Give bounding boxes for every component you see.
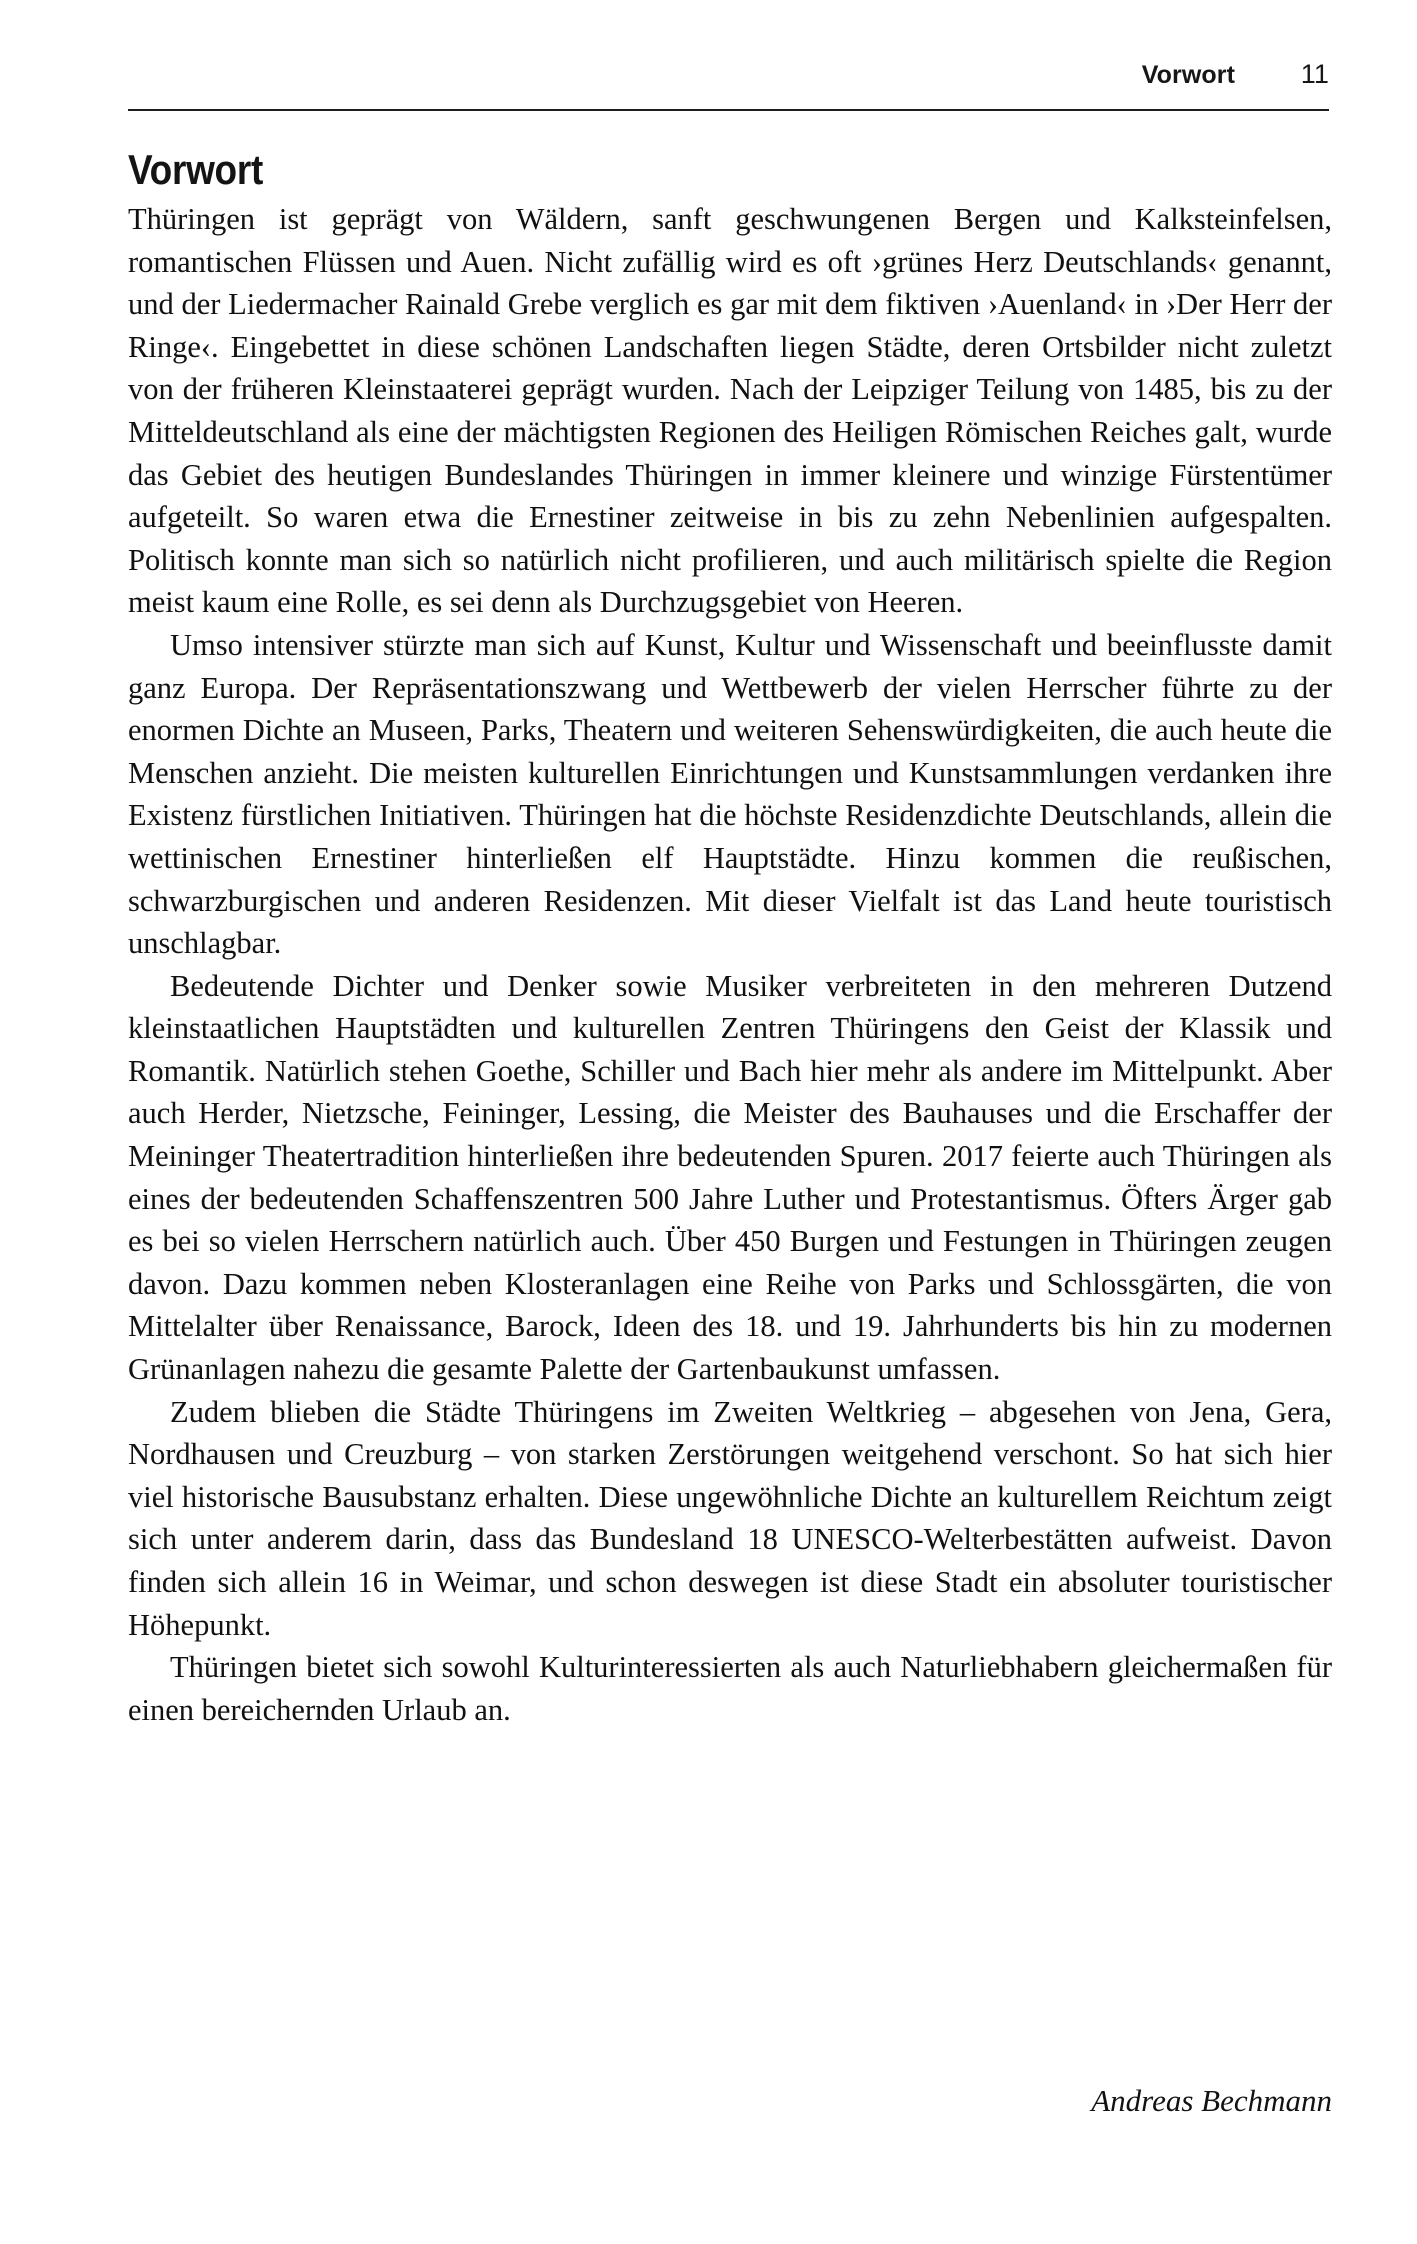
paragraph: Thüringen bietet sich sowohl Kulturinteressierten als auch Naturliebhabern gleichermaßen für einen bereichernden Urlaub an. (128, 1650, 1332, 1727)
body-text (128, 198, 1332, 1731)
paragraph: Zudem blieben die Städte Thüringens im Zweiten Weltkrieg – abgesehen von Jena, Gera, Nordhausen und Creuzburg – von starken Zerstörungen weitgehend verschont. So hat sich hier viel historische Bausubstanz erhalten. Diese ungewöhnliche Dichte an kulturellem Reichtum zeigt sich unter anderem darin, dass das Bundesland 18 UNESCO-Welterbestätten aufweist. Davon finden sich allein 16 in Weimar, und schon deswegen ist diese Stadt ein absoluter touristischer Höhepunkt. (128, 1394, 1332, 1642)
paragraph: Umso intensiver stürzte man sich auf Kunst, Kultur und Wissenschaft und beeinflusste damit ganz Europa. Der Repräsentationszwang und Wettbewerb der vielen Herrscher führte zu der enormen Dichte an Museen, Parks, Theatern und weiteren Sehenswürdigkeiten, die auch heute die Menschen anzieht. Die meisten kulturellen Einrichtungen und Kunstsammlungen verdanken ihre Existenz fürstlichen Initiativen. Thüringen hat die höchste Residenzdichte Deutschlands, allein die wettinischen Ernestiner hinterließen elf Hauptstädte. Hinzu kommen die reußischen, schwarzburgischen und anderen Residenzen. Mit dieser Vielfalt ist das Land heute touristisch unschlagbar. (128, 627, 1332, 961)
header-rule-divider (128, 109, 1329, 111)
running-head (128, 48, 1329, 88)
signature-author: Andreas Bechmann (1091, 2083, 1332, 2118)
page-title: Vorwort (128, 146, 264, 194)
paragraph: Bedeutende Dichter und Denker sowie Musiker verbreiteten in den mehreren Dutzend kleinstaatlichen Hauptstädten und kulturellen Zentren Thüringens den Geist der Klassik und Romantik. Natürlich stehen Goethe, Schiller und Bach hier mehr als andere im Mittelpunkt. Aber auch Herder, Nietzsche, Feininger, Lessing, die Meister des Bauhauses und die Erschaffer der Meininger Theatertradition hinterließen ihre bedeutenden Spuren. 2017 feierte auch Thüringen als eines der bedeutenden Schaffenszentren 500 Jahre Luther und Protestantismus. Öfters Ärger gab es bei so vielen Herrschern natürlich auch. Über 450 Burgen und Festungen in Thüringen zeugen davon. Dazu kommen neben Klosteranlagen eine Reihe von Parks und Schlossgärten, die von Mittelalter über Renaissance, Barock, Ideen des 18. und 19. Jahrhunderts bis hin zu modernen Grünanlagen nahezu die gesamte Palette der Gartenbaukunst umfassen. (128, 968, 1332, 1387)
page-number: 11 (1300, 59, 1329, 89)
running-head-title: Vorwort (1141, 61, 1235, 89)
paragraph: Thüringen ist geprägt von Wäldern, sanft geschwungenen Bergen und Kalksteinfelsen, romantischen Flüssen und Auen. Nicht zufällig wird es oft ›grünes Herz Deutschlands‹ genannt, und der Liedermacher Rainald Grebe verglich es gar mit dem fiktiven ›Auenland‹ in ›Der Herr der Ringe‹. Eingebettet in diese schönen Landschaften liegen Städte, deren Ortsbilder nicht zuletzt von der früheren Kleinstaaterei geprägt wurden. Nach der Leipziger Teilung von 1485, bis zu der Mitteldeutschland als eine der mächtigsten Regionen des Heiligen Römischen Reiches galt, wurde das Gebiet des heutigen Bundeslandes Thüringen in immer kleinere und winzige Fürstentümer aufgeteilt. So waren etwa die Ernestiner zeitweise in bis zu zehn Nebenlinien aufgespalten. Politisch konnte man sich so natürlich nicht profilieren, und auch militärisch spielte die Region meist kaum eine Rolle, es sei denn als Durchzugsgebiet von Heeren. (128, 202, 1332, 620)
